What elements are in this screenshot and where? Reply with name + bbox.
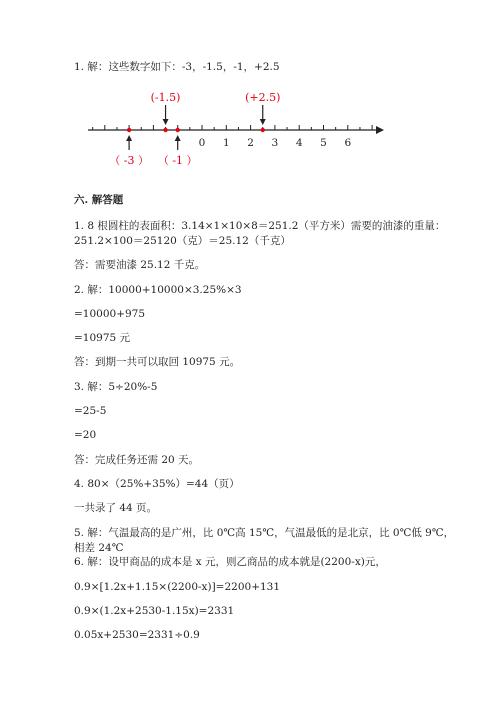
tick-label: 6 xyxy=(344,137,352,149)
answer-line: =10000+975 xyxy=(74,308,146,320)
marker-label: (-1.5) xyxy=(150,92,181,104)
answer-line: 一共录了 44 页。 xyxy=(74,502,158,514)
answer-line: 2. 解：10000+10000×3.25%×3 xyxy=(74,284,242,296)
answer-line: =20 xyxy=(74,429,97,441)
marker-label: （ -1 ） xyxy=(157,154,198,167)
answer-line: 0.9×[1.2x+1.15×(2200-x)]=2200+131 xyxy=(74,581,281,593)
answer-line: 0.05x+2530=2331÷0.9 xyxy=(74,629,200,641)
tick-label: 2 xyxy=(247,137,254,149)
marker-point xyxy=(163,128,167,132)
marker-arrow-icon xyxy=(126,135,132,141)
answer-line: 251.2×100＝25120（克）＝25.12（千克） xyxy=(74,235,291,247)
answer-line: 4. 80×（25%+35%）=44（页） xyxy=(74,478,240,490)
answer-line: =10975 元 xyxy=(74,332,131,344)
marker-arrow-icon xyxy=(175,135,181,141)
marker-label: (+2.5) xyxy=(245,92,281,104)
marker-point xyxy=(127,128,131,132)
answer-line: 6. 解：设甲商品的成本是 x 元，则乙商品的成本就是(2200-x)元， xyxy=(74,556,386,568)
answer-line: =25-5 xyxy=(74,405,107,417)
tick-label: 0 xyxy=(198,137,206,149)
tick-label: 3 xyxy=(271,137,279,149)
answer-line: 1. 8 根圆柱的表面积：3.14×1×10×8＝251.2（平方米）需要的油漆的重量： xyxy=(74,220,446,232)
marker-arrow-icon xyxy=(163,119,169,125)
answer-line: 3. 解：5÷20%-5 xyxy=(74,381,158,393)
marker-point xyxy=(176,128,180,132)
tick-label: 1 xyxy=(222,137,230,149)
tick-label: 5 xyxy=(320,137,327,149)
tick-label: 4 xyxy=(295,137,303,149)
answer-line: 相差 24℃ xyxy=(74,542,124,554)
answer-line: 0.9×(1.2x+2530-1.15x)=2331 xyxy=(74,605,235,617)
marker-label: （ -3 ） xyxy=(109,154,149,167)
answer-line: 答：完成任务还需 20 天。 xyxy=(74,454,200,466)
marker-point xyxy=(261,128,265,132)
section-title: 六. 解答题 xyxy=(74,194,124,206)
answer-line: 答：需要油漆 25.12 千克。 xyxy=(74,259,206,271)
answer-line: 答：到期一共可以取回 10975 元。 xyxy=(74,356,241,368)
q1-answer: 1. 解：这些数字如下：-3，-1.5，-1，+2.5 xyxy=(74,61,280,73)
axis-arrow-icon xyxy=(376,126,384,134)
answer-line: 5. 解：气温最高的是广州，比 0℃高 15℃，气温最低的是北京，比 0℃低 9℃， xyxy=(74,527,455,539)
number-line xyxy=(74,92,394,172)
marker-arrow-icon xyxy=(260,119,266,125)
